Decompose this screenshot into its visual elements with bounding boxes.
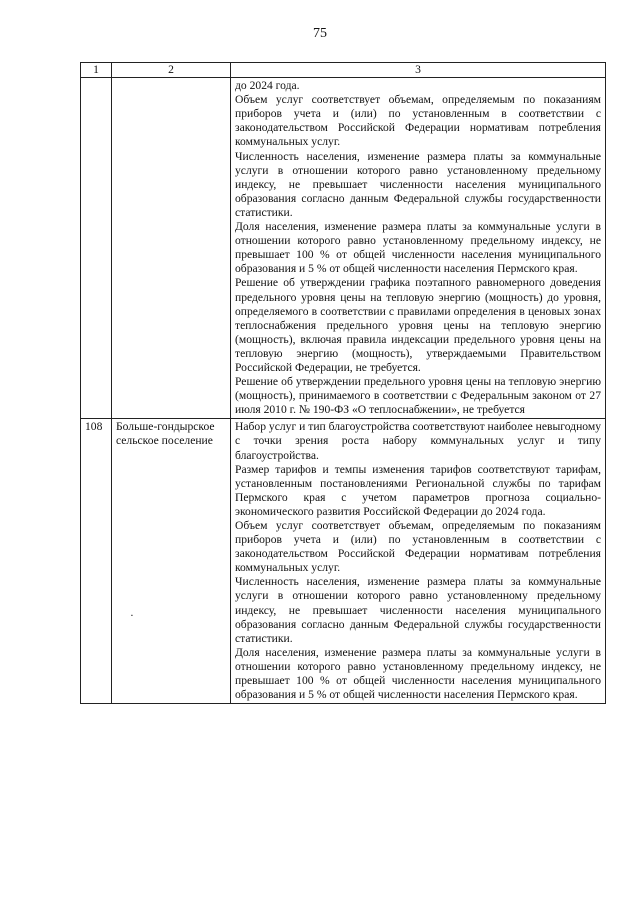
paragraph: Численность населения, изменение размера платы за коммунальные услуги в отношении которого равно установленному предельному индексу, не превышает численности населения муниципального образования согласно данным Федеральной службы государственности статистики.	[235, 149, 601, 219]
header-col-2: 2	[112, 63, 231, 78]
paragraph: Объем услуг соответствует объемам, определяемым по показаниям приборов учета и (или) по установленным в соответствии с законодательством Российской Федерации нормативам потребления коммунальных услуг.	[235, 519, 601, 575]
paragraph: Набор услуг и тип благоустройства соответствуют наиболее невыгодному с точки зрения роста набору коммунальных услуг и типу благоустройства.	[235, 420, 601, 462]
table-row-continuation	[81, 78, 606, 419]
stray-mark: ·	[130, 608, 134, 622]
row-text-cell	[231, 419, 606, 704]
row-name-cell	[112, 78, 231, 419]
settlement-name: Больше-гондырское сельское поселение	[116, 420, 215, 448]
paragraph: Доля населения, изменение размера платы за коммунальные услуги в отношении которого равно установленному предельному индексу, не превышает 100 % от общей численности населения муниципального образования и 5 % от общей численности населения Пермского края.	[235, 645, 601, 702]
header-col-1: 1	[81, 63, 112, 78]
row-number-cell	[81, 78, 112, 419]
table-row-108	[81, 419, 606, 704]
paragraph: Доля населения, изменение размера платы за коммунальные услуги в отношении которого равно установленному предельному индексу, не превышает 100 % от общей численности населения муниципального образования и 5 % от общей численности населения Пермского края.	[235, 220, 601, 276]
document-table	[80, 62, 606, 704]
page-number: 75	[313, 26, 327, 41]
paragraph: до 2024 года.	[235, 79, 300, 93]
paragraph: Решение об утверждении графика поэтапного равномерного доведения предельного уровня цены на тепловую энергию (мощность) до уровня, определяемого в соответствии с правилами определения в ценовых зонах теплоснабжения предельного уровня цены на тепловую энергию (мощность), включая правила индексации предельного уровня цены на тепловую энергию (мощность), утверждаемыми Правительством Российской Федерации, не требуется.	[235, 276, 601, 374]
paragraph: Численность населения, изменение размера платы за коммунальные услуги в отношении которого равно установленному предельному индексу, не превышает численности населения муниципального образования согласно данным Федеральной службы государственности статистики.	[235, 575, 601, 645]
row-text-cell	[231, 78, 606, 419]
header-col-3: 3	[231, 63, 606, 78]
row-name-cell	[112, 419, 231, 704]
table-header-row	[81, 63, 606, 78]
row-number: 108	[81, 419, 112, 704]
paragraph: Решение об утверждении предельного уровня цены на тепловую энергию (мощность), принимаемого в соответствии с Федеральным законом от 27 июля 2010 г. № 190-ФЗ «О теплоснабжении», не требуется	[235, 375, 601, 417]
paragraph: Объем услуг соответствует объемам, определяемым по показаниям приборов учета и (или) по установленным в соответствии с законодательством Российской Федерации нормативам потребления коммунальных услуг.	[235, 93, 601, 149]
paragraph: Размер тарифов и темпы изменения тарифов соответствуют тарифам, установленным постановлениями Региональной службы по тарифам Пермского края с учетом параметров прогноза социально-экономического развития Российской Федерации до 2024 года.	[235, 462, 601, 518]
